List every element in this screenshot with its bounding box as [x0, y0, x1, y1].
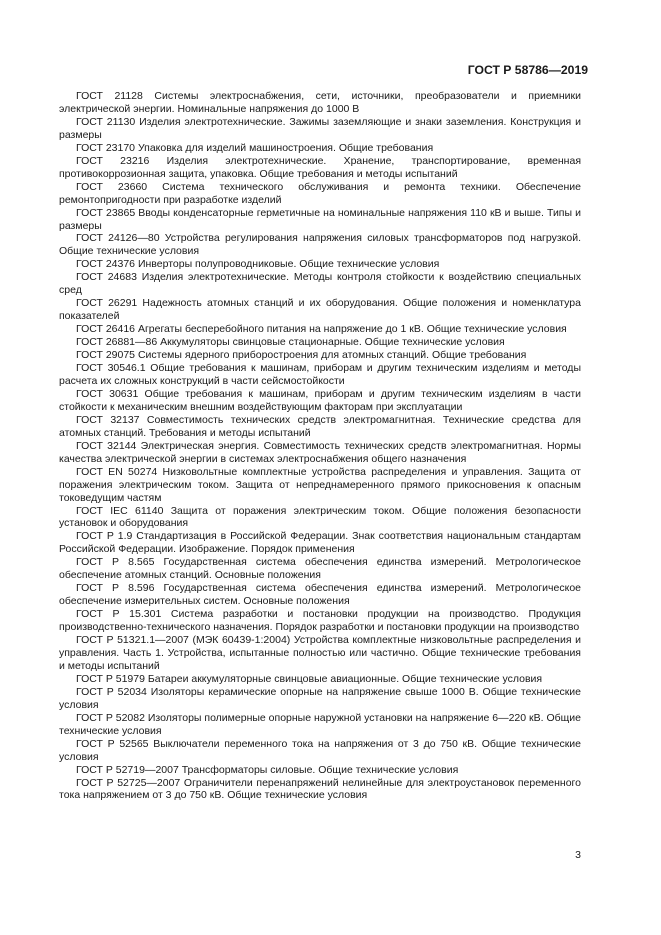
reference-entry: ГОСТ 23170 Упаковка для изделий машиностроения. Общие требования — [76, 141, 434, 154]
reference-entry: ГОСТ Р 15.301 Система разработки и постановки продукции на производство. Продукция производственно-технического назначения. Порядок разработки и постановки продукции на производство — [59, 608, 581, 634]
reference-entry: ГОСТ Р 8.565 Государственная система обеспечения единства измерений. Метрологическое обеспечение атомных станций. Основные положения — [59, 556, 581, 582]
reference-entry: ГОСТ 26416 Агрегаты бесперебойного питания на напряжение до 1 кВ. Общие технические условия — [76, 323, 567, 336]
reference-entry: ГОСТ Р 51321.1—2007 (МЭК 60439-1:2004) Устройства комплектные низковольтные распределения и управления. Часть 1. Устройства, испытанные полностью или частично. Общие технические требования и методы испытаний — [59, 634, 581, 672]
reference-entry: ГОСТ 23216 Изделия электротехнические. Хранение, транспортирование, временная противокоррозионная защита, упаковка. Общие требования и методы испытаний — [59, 154, 581, 180]
reference-entry: ГОСТ 23660 Система технического обслуживания и ремонта техники. Обеспечение ремонтопригодности при разработке изделий — [59, 180, 581, 206]
reference-entry: ГОСТ Р 52565 Выключатели переменного тока на напряжения от 3 до 750 кВ. Общие технические условия — [59, 737, 581, 763]
reference-entry: ГОСТ 29075 Системы ядерного приборостроения для атомных станций. Общие требования — [76, 349, 527, 362]
reference-entry: ГОСТ 32137 Совместимость технических средств электромагнитная. Технические средства для атомных станций. Требования и методы испытаний — [59, 413, 581, 439]
reference-entry: ГОСТ 21128 Системы электроснабжения, сети, источники, преобразователи и приемники электрической энергии. Номинальные напряжения до 1000 В — [59, 90, 581, 115]
reference-entry: ГОСТ Р 52082 Изоляторы полимерные опорные наружной установки на напряжение 6—220 кВ. Общие технические условия — [59, 711, 581, 737]
reference-entry: ГОСТ IEC 61140 Защита от поражения электрическим током. Общие положения безопасности установок и оборудования — [59, 504, 581, 530]
reference-entry: ГОСТ 30631 Общие требования к машинам, приборам и другим техническим изделиям в части стойкости к механическим внешним воздействующим факторам при эксплуатации — [59, 387, 581, 413]
reference-entry: ГОСТ 26881—86 Аккумуляторы свинцовые стационарные. Общие технические условия — [76, 336, 505, 349]
reference-entry: ГОСТ Р 52725—2007 Ограничители перенапряжений нелинейные для электроустановок переменного тока напряжением от 3 до 750 кВ. Общие технические условия — [59, 776, 581, 802]
reference-entry: ГОСТ Р 52034 Изоляторы керамические опорные на напряжение свыше 1000 В. Общие технические условия — [59, 685, 581, 711]
reference-entry: ГОСТ Р 8.596 Государственная система обеспечения единства измерений. Метрологическое обеспечение измерительных систем. Основные положения — [59, 582, 581, 608]
reference-entry: ГОСТ 21130 Изделия электротехнические. Зажимы заземляющие и знаки заземления. Конструкция и размеры — [59, 115, 581, 141]
page-number: 3 — [575, 849, 581, 861]
reference-entry: ГОСТ 24683 Изделия электротехнические. Методы контроля стойкости к воздействию специальных сред — [59, 271, 581, 297]
reference-entry: ГОСТ EN 50274 Низковольтные комплектные устройства распределения и управления. Защита от поражения электрическим током. Защита от непреднамеренного прямого прикосновения к опасным токоведущим частям — [59, 465, 581, 504]
reference-entry: ГОСТ 24376 Инверторы полупроводниковые. Общие технические условия — [76, 258, 440, 271]
normative-references-list — [59, 90, 581, 802]
reference-entry: ГОСТ 32144 Электрическая энергия. Совместимость технических средств электромагнитная. Нормы качества электрической энергии в системах электроснабжения общего назначения — [59, 439, 581, 465]
reference-entry: ГОСТ 30546.1 Общие требования к машинам, приборам и другим техническим изделиям и методы расчета их сложных конструкций в части сейсмостойкости — [59, 362, 581, 387]
reference-entry: ГОСТ 23865 Вводы конденсаторные герметичные на номинальные напряжения 110 кВ и выше. Типы и размеры — [59, 206, 581, 232]
reference-entry: ГОСТ Р 51979 Батареи аккумуляторные свинцовые авиационные. Общие технические условия — [76, 672, 543, 685]
reference-entry: ГОСТ 26291 Надежность атомных станций и их оборудования. Общие положения и номенклатура показателей — [59, 297, 581, 323]
reference-entry: ГОСТ Р 52719—2007 Трансформаторы силовые. Общие технические условия — [76, 763, 459, 776]
reference-entry: ГОСТ Р 1.9 Стандартизация в Российской Федерации. Знак соответствия национальным стандартам Российской Федерации. Изображение. Порядок применения — [59, 530, 581, 556]
document-code-header: ГОСТ Р 58786—2019 — [467, 63, 588, 77]
reference-entry: ГОСТ 24126—80 Устройства регулирования напряжения силовых трансформаторов под нагрузкой. Общие технические условия — [59, 232, 581, 258]
